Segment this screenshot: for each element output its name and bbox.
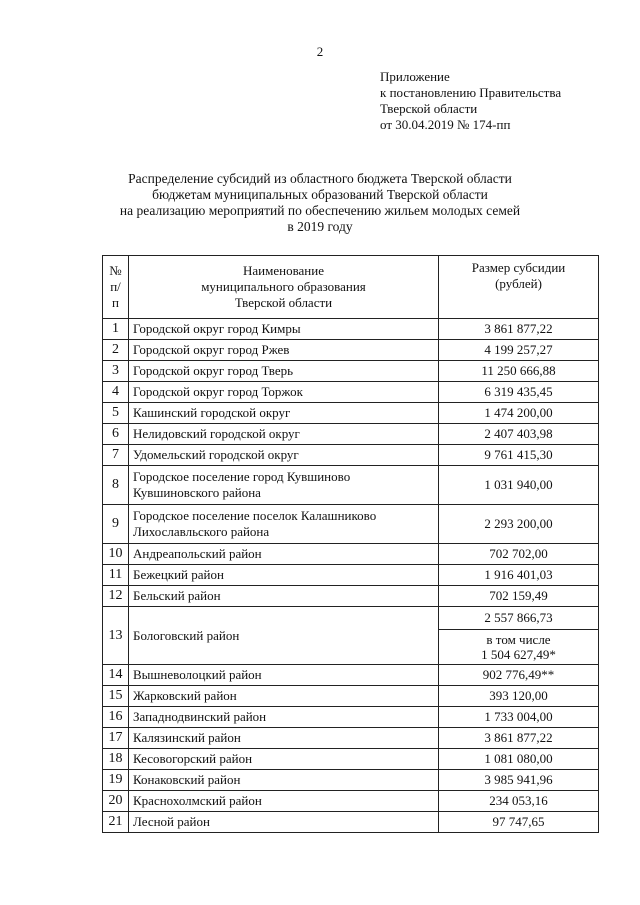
cell-text-line: Размер субсидии [471,260,566,275]
table-cell: 1 081 080,00 [439,749,599,770]
table-row [103,340,599,361]
table-cell: Нелидовский городской округ [129,424,439,445]
cell-text-line: в том числе [486,632,551,647]
table-cell: 16 [103,707,129,728]
table-cell: 12 [103,586,129,607]
cell-text-line: (рублей) [495,276,542,291]
table-row [103,424,599,445]
table-cell: Удомельский городской округ [129,445,439,466]
table-cell: 9 [103,505,129,544]
table-row [103,791,599,812]
table-cell: 393 120,00 [439,686,599,707]
table-cell: 11 [103,565,129,586]
table-cell: 1 733 004,00 [439,707,599,728]
table-row [103,565,599,586]
table-cell: Городской округ город Ржев [129,340,439,361]
table-cell: 3 [103,361,129,382]
table-row [103,749,599,770]
table-row [103,770,599,791]
table-cell: Кашинский городской округ [129,403,439,424]
table-cell: 8 [103,466,129,505]
table-row [103,607,599,630]
table-cell: Бежецкий район [129,565,439,586]
table-cell: Андреапольский район [129,544,439,565]
table-cell: 7 [103,445,129,466]
cell-text-line: Лихославльского района [133,524,270,539]
table-cell: 97 747,65 [439,812,599,833]
table-cell: 1 [103,319,129,340]
header-amount [439,256,599,319]
table-cell: 1 474 200,00 [439,403,599,424]
appendix-line: Приложение [380,69,450,84]
table-cell: Конаковский район [129,770,439,791]
table-row [103,445,599,466]
title-line: в 2019 году [287,219,353,234]
table-cell: 1 031 940,00 [439,466,599,505]
table-cell: Городской округ город Торжок [129,382,439,403]
cell-text-line: Тверской области [234,295,333,310]
title-line: Распределение субсидий из областного бюджета Тверской области [128,171,512,186]
table-cell: 4 199 257,27 [439,340,599,361]
table-cell [129,505,439,544]
table-cell: 4 [103,382,129,403]
table-cell: 5 [103,403,129,424]
title-line: на реализацию мероприятий по обеспечению жильем молодых семей [119,203,521,218]
cell-text-line: 1 504 627,49* [481,647,556,662]
table-cell: Кесовогорский район [129,749,439,770]
table-cell: 702 702,00 [439,544,599,565]
cell-text-line: Наименование [243,263,324,278]
table-cell: 17 [103,728,129,749]
table-cell: 702 159,49 [439,586,599,607]
table-cell: Калязинский район [129,728,439,749]
table-cell: 18 [103,749,129,770]
table-row [103,728,599,749]
title-line: бюджетам муниципальных образований Тверской области [152,187,488,202]
table-cell: 15 [103,686,129,707]
table-cell: 234 053,16 [439,791,599,812]
table-row [103,382,599,403]
table-row [103,707,599,728]
table-cell: 2 [103,340,129,361]
table-cell: 2 557 866,73 [439,607,599,630]
cell-text-line: Городское поселение поселок Калашниково [133,508,377,523]
table-cell: 2 407 403,98 [439,424,599,445]
table-row [103,319,599,340]
appendix-line: к постановлению Правительства [380,85,562,100]
table-row [103,686,599,707]
table-cell: 902 776,49** [439,665,599,686]
page-number: 2 [316,44,324,59]
table-cell: Вышневолоцкий район [129,665,439,686]
document-title [0,171,640,235]
table-cell: Краснохолмский район [129,791,439,812]
table-cell: Городской округ город Кимры [129,319,439,340]
table-cell: 2 293 200,00 [439,505,599,544]
table-cell: 1 916 401,03 [439,565,599,586]
table-row [103,544,599,565]
subsidy-table [102,255,599,833]
appendix-line: Тверской области [380,101,478,116]
table-row [103,505,599,544]
table-cell: Бологовский район [129,607,439,665]
cell-text-line: п/п [110,279,121,310]
table-cell: Бельский район [129,586,439,607]
table-cell: 11 250 666,88 [439,361,599,382]
table-cell: Западнодвинский район [129,707,439,728]
table-cell: 21 [103,812,129,833]
table-cell [129,466,439,505]
header-number [103,256,129,319]
table-cell [439,630,599,665]
table-cell: 20 [103,791,129,812]
table-cell: 9 761 415,30 [439,445,599,466]
table-row [103,466,599,505]
cell-text-line: муниципального образования [201,279,366,294]
table-row [103,665,599,686]
table-cell: Жарковский район [129,686,439,707]
table-row [103,586,599,607]
table-header-row [103,256,599,319]
table-row [103,812,599,833]
header-name [129,256,439,319]
table-cell: 6 [103,424,129,445]
table-cell: 13 [103,607,129,665]
table-cell: 3 861 877,22 [439,728,599,749]
table-cell: 10 [103,544,129,565]
table-row [103,403,599,424]
table-cell: 19 [103,770,129,791]
cell-text-line: Городское поселение город Кувшиново [133,469,351,484]
table-cell: Лесной район [129,812,439,833]
cell-text-line: Кувшиновского района [133,485,261,500]
table-cell: 14 [103,665,129,686]
appendix-block [380,69,630,133]
table-row [103,361,599,382]
cell-text-line: № [109,263,122,278]
table-cell: 6 319 435,45 [439,382,599,403]
table-cell: Городской округ город Тверь [129,361,439,382]
table-cell: 3 861 877,22 [439,319,599,340]
table-cell: 3 985 941,96 [439,770,599,791]
appendix-line: от 30.04.2019 № 174-пп [380,117,511,132]
